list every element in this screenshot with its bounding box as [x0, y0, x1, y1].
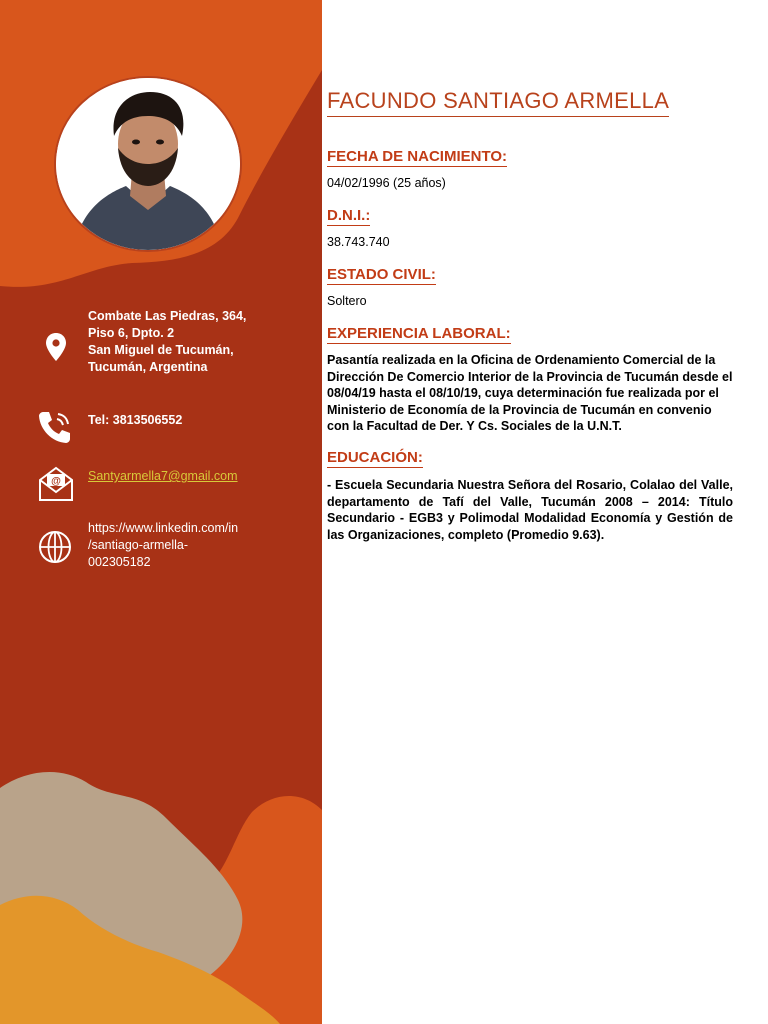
linkedin-line: 002305182 — [88, 555, 151, 569]
address-text — [88, 308, 266, 376]
contact-phone — [36, 410, 276, 450]
phone-icon — [37, 410, 73, 444]
sidebar — [0, 0, 322, 1024]
address-line: San Miguel de Tucumán, — [88, 343, 234, 357]
birth-title: FECHA DE NACIMIENTO: — [327, 148, 507, 165]
email-link[interactable]: Santyarmella7@gmail.com — [88, 469, 238, 483]
full-name: FACUNDO SANTIAGO ARMELLA — [327, 88, 669, 117]
linkedin-line: https://www.linkedin.com/in — [88, 521, 239, 535]
address-line: Piso 6, Dpto. 2 — [88, 326, 175, 340]
address-line: Tucumán, Argentina — [88, 360, 208, 374]
contact-email — [36, 466, 276, 506]
civil-status-title: ESTADO CIVIL: — [327, 266, 436, 283]
phone-number[interactable]: Tel: 3813506552 — [88, 413, 183, 427]
profile-photo — [54, 76, 242, 252]
phone-text — [88, 412, 266, 429]
linkedin-text[interactable] — [88, 520, 266, 571]
dni-text: 38.743.740 — [327, 235, 390, 249]
address-line: Combate Las Piedras, 364, — [88, 309, 247, 323]
linkedin-line: /santiago-armella- — [88, 538, 189, 552]
experience-text: Pasantía realizada en la Oficina de Ordenamiento Comercial de la Dirección De Comercio Interior de la Provincia de Tucumán desde el 08/04/19 hasta el 08/10/19, cuya determinación fue realizada por el Ministerio de Economía de la Provincia de Tucumán en convenio con la Facultad de Der. Y Cs. Sociales de la U.N.T. — [327, 353, 733, 433]
civil-status-text: Soltero — [327, 294, 367, 308]
dni-title: D.N.I.: — [327, 207, 371, 224]
email-text — [88, 468, 266, 485]
email-envelope-icon — [38, 466, 74, 502]
contact-linkedin — [36, 520, 276, 576]
main-content — [327, 0, 735, 1024]
education-text: - Escuela Secundaria Nuestra Señora del Rosario, Colalao del Valle, departamento de Tafí del Valle, Tucumán 2008 – 2014: Título Secundario - EGB3 y Polimodal Modalidad Economía y Gestión de las Organizaciones, completo (Promedio 9.63). — [327, 478, 733, 542]
location-pin-icon — [44, 332, 68, 362]
experience-title: EXPERIENCIA LABORAL: — [327, 325, 511, 342]
birth-text: 04/02/1996 (25 años) — [327, 176, 446, 190]
education-title: EDUCACIÓN: — [327, 449, 423, 466]
contact-address — [36, 308, 276, 380]
svg-text:@: @ — [51, 476, 61, 487]
globe-icon — [38, 530, 72, 564]
